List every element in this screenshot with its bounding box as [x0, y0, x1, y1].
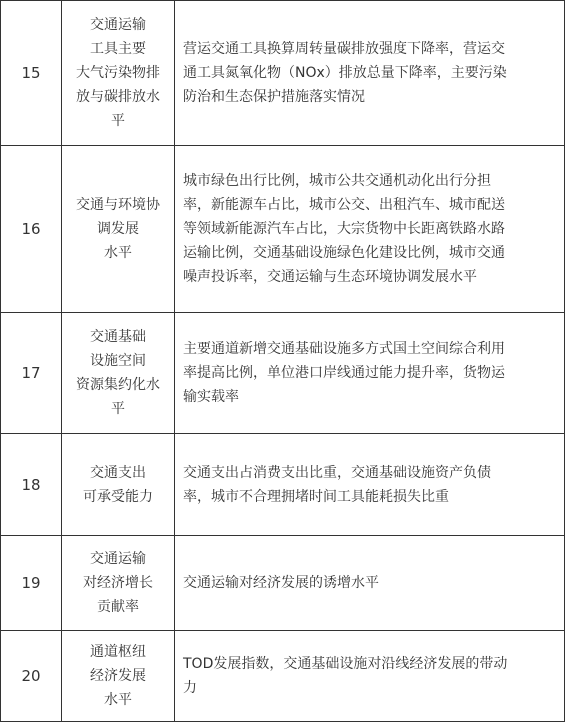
- description-line: TOD发展指数，交通基础设施对沿线经济发展的带动: [183, 656, 508, 672]
- indicator-category: [62, 1, 175, 146]
- description-line: 主要通道新增交通基础设施多方式国土空间综合利用: [183, 341, 505, 357]
- description-line: 营运交通工具换算周转量碳排放强度下降率，营运交: [183, 41, 505, 57]
- category-line: 交通基础: [90, 329, 146, 345]
- row-number: 19: [1, 536, 62, 631]
- indicator-category: [62, 313, 175, 434]
- category-line: 平: [111, 113, 125, 129]
- category-line: 工具主要: [90, 41, 146, 57]
- indicator-category: [62, 434, 175, 536]
- indicator-description: [175, 1, 565, 146]
- description-line: 通工具氮氧化物（NOx）排放总量下降率，主要污染: [183, 65, 507, 81]
- indicator-category: [62, 631, 175, 722]
- row-number: 18: [1, 434, 62, 536]
- description-line: 等领域新能源汽车占比，大宗货物中长距离铁路水路: [183, 221, 505, 237]
- category-line: 大气污染物排: [76, 65, 160, 81]
- indicator-category: [62, 536, 175, 631]
- category-line: 对经济增长: [83, 575, 153, 591]
- row-number: 15: [1, 1, 62, 146]
- description-line: 率，新能源车占比，城市公交、出租汽车、城市配送: [183, 197, 505, 213]
- category-line: 经济发展: [90, 668, 146, 684]
- indicator-description: [175, 536, 565, 631]
- category-line: 设施空间: [90, 353, 146, 369]
- category-line: 交通与环境协: [76, 197, 160, 213]
- category-line: 贡献率: [97, 599, 139, 615]
- table-row: [1, 146, 565, 313]
- indicator-description: [175, 146, 565, 313]
- description-line: 运输比例，交通基础设施绿色化建设比例，城市交通: [183, 245, 505, 261]
- table-row: [1, 434, 565, 536]
- category-line: 交通运输: [90, 551, 146, 567]
- description-line: 力: [183, 680, 197, 696]
- description-line: 交通运输对经济发展的诱增水平: [183, 575, 379, 591]
- category-line: 通道枢纽: [90, 644, 146, 660]
- category-line: 放与碳排放水: [76, 89, 160, 105]
- row-number: 17: [1, 313, 62, 434]
- table-row: [1, 536, 565, 631]
- description-line: 防治和生态保护措施落实情况: [183, 89, 365, 105]
- category-line: 水平: [104, 245, 132, 261]
- category-line: 交通运输: [90, 17, 146, 33]
- category-line: 交通支出: [90, 464, 146, 481]
- description-line: 率，城市不合理拥堵时间工具能耗损失比重: [183, 488, 449, 505]
- category-line: 水平: [104, 692, 132, 708]
- table-row: [1, 1, 565, 146]
- row-number: 20: [1, 631, 62, 722]
- table-row: [1, 313, 565, 434]
- indicator-description: [175, 313, 565, 434]
- indicator-category: [62, 146, 175, 313]
- row-number: 16: [1, 146, 62, 313]
- description-line: 输实载率: [183, 389, 239, 405]
- description-line: 噪声投诉率，交通运输与生态环境协调发展水平: [183, 269, 477, 285]
- table-row: [1, 631, 565, 722]
- description-line: 率提高比例，单位港口岸线通过能力提升率，货物运: [183, 365, 505, 381]
- category-line: 资源集约化水: [76, 377, 160, 393]
- indicator-description: [175, 434, 565, 536]
- description-line: 交通支出占消费支出比重，交通基础设施资产负债: [183, 464, 491, 481]
- indicator-description: [175, 631, 565, 722]
- category-line: 调发展: [97, 221, 139, 237]
- description-line: 城市绿色出行比例，城市公共交通机动化出行分担: [183, 173, 491, 189]
- category-line: 可承受能力: [83, 488, 153, 505]
- category-line: 平: [111, 401, 125, 417]
